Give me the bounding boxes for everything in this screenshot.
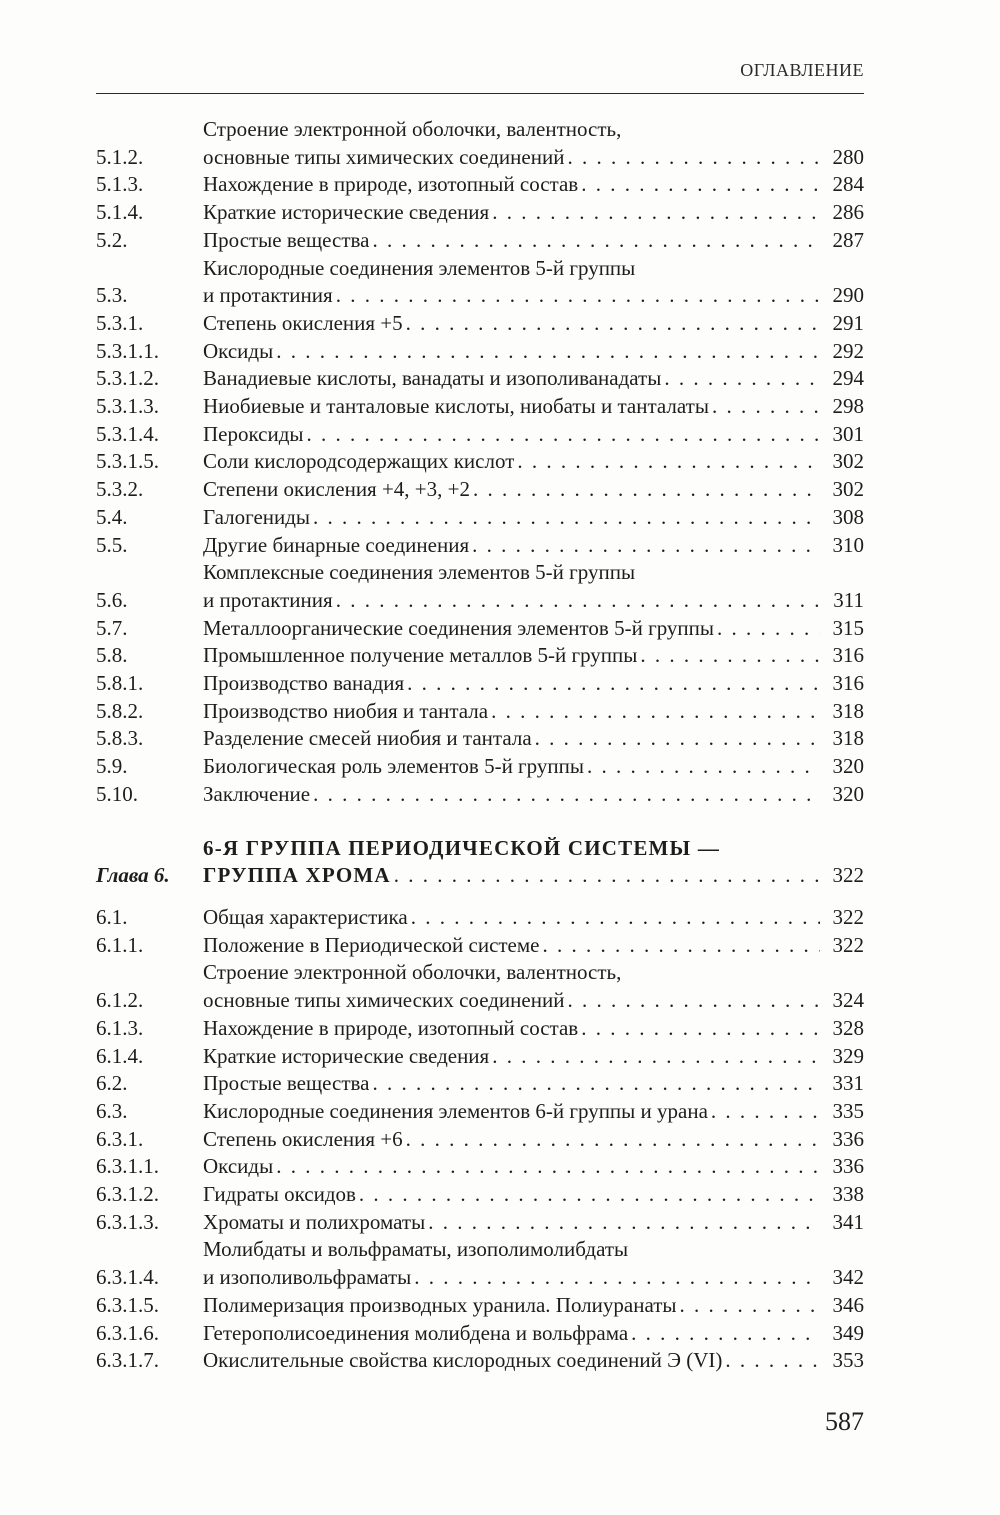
toc-entry-number: 6.3.1.2.	[96, 1182, 159, 1207]
dot-leader	[489, 199, 820, 227]
toc-entry-page: 336	[832, 1154, 864, 1179]
toc-entry-title: Производство ниобия и тантала	[203, 698, 489, 723]
toc-entry-number: 6.2.	[96, 1071, 128, 1096]
toc-entry-number: 5.3.1.3.	[96, 394, 159, 419]
dot-leader	[714, 615, 820, 643]
toc-entry-page: 329	[832, 1043, 864, 1068]
toc-entry-number: 6.3.1.3.	[96, 1209, 159, 1234]
toc-entry-line	[203, 932, 864, 960]
toc-entry-title: Соли кислородсодержащих кислот	[203, 449, 515, 474]
toc-entry-body	[203, 310, 864, 338]
dot-leader	[532, 725, 820, 753]
toc-entry-page: 336	[832, 1126, 864, 1151]
toc-entry-body	[203, 1292, 864, 1320]
toc-entry-line	[203, 365, 864, 393]
toc-entry-title: Строение электронной оболочки, валентность,	[203, 117, 622, 141]
dot-leader	[584, 753, 820, 781]
dot-leader	[469, 532, 820, 560]
toc-entry-body	[203, 1236, 864, 1291]
toc-entry	[96, 1153, 864, 1181]
toc-entry-number: 6.1.2.	[96, 988, 144, 1013]
toc-entry-title: Хроматы и полихроматы	[203, 1209, 426, 1234]
dot-leader	[628, 1320, 820, 1348]
toc-entry-body	[203, 338, 864, 366]
toc-entry	[96, 698, 864, 726]
toc-entry-page: 311	[833, 587, 864, 612]
toc-entry	[96, 227, 864, 255]
toc-entry-body	[203, 1320, 864, 1348]
toc-entry-title: Галогениды	[203, 504, 311, 529]
toc-entry-body	[203, 116, 864, 171]
toc-chapter-6	[96, 835, 864, 890]
toc-entry-title: 6-Я ГРУППА ПЕРИОДИЧЕСКОЙ СИСТЕМЫ —	[203, 835, 721, 860]
dot-leader	[470, 476, 820, 504]
toc-entry	[96, 1126, 864, 1154]
dot-leader	[709, 393, 820, 421]
toc-entry-line	[203, 987, 864, 1015]
dot-leader	[408, 904, 820, 932]
toc-entry-number: 5.3.	[96, 283, 128, 308]
toc-entry-number: 6.1.1.	[96, 932, 144, 957]
toc-entry-number: 6.3.	[96, 1098, 128, 1123]
toc-entry	[96, 781, 864, 809]
toc-entry-body	[203, 1015, 864, 1043]
toc-entry-number: 5.3.1.2.	[96, 366, 159, 391]
toc-entry-body	[203, 448, 864, 476]
dot-leader	[578, 171, 820, 199]
toc-entry-body	[203, 1153, 864, 1181]
toc-entry-page: 301	[832, 421, 864, 446]
toc-entry-page: 308	[832, 504, 864, 529]
toc-entry-body	[203, 698, 864, 726]
toc-entry-title: и изополивольфраматы	[203, 1265, 412, 1290]
toc-entry-page: 287	[832, 227, 864, 252]
toc-entry-page: 286	[832, 200, 864, 225]
toc-entry-body	[203, 642, 864, 670]
toc-entry-body	[203, 559, 864, 614]
toc-entry-title: Кислородные соединения элементов 5-й группы	[203, 255, 636, 280]
toc-entry-body	[203, 227, 864, 255]
dot-leader	[637, 642, 820, 670]
page-number: 587	[825, 1407, 864, 1436]
toc-entry-line	[203, 393, 864, 421]
toc-entry-line	[203, 835, 864, 863]
toc-entry-line	[203, 559, 864, 587]
toc-entry-line	[203, 1320, 864, 1348]
toc-entry-line	[203, 421, 864, 449]
dot-leader	[333, 587, 820, 615]
toc-entry-title: Гетерополисоединения молибдена и вольфрама	[203, 1320, 629, 1345]
toc-entry-page: 322	[832, 932, 864, 957]
dot-leader	[708, 1098, 820, 1126]
toc-entry	[96, 255, 864, 310]
dot-leader	[564, 987, 820, 1015]
toc-entry-title: Нахождение в природе, изотопный состав	[203, 1015, 579, 1040]
toc-entry-line	[203, 781, 864, 809]
toc-entry	[96, 476, 864, 504]
toc-entry-line	[203, 862, 864, 890]
toc-entry-body	[203, 753, 864, 781]
toc-entry-body	[203, 476, 864, 504]
toc-entry-line	[203, 1292, 864, 1320]
toc-entry-body	[203, 615, 864, 643]
toc-entry-page: 310	[832, 532, 864, 557]
toc-entry-number: 5.1.4.	[96, 200, 144, 225]
dot-leader	[369, 227, 820, 255]
toc-entry-body	[203, 1098, 864, 1126]
toc-entry-page: 320	[832, 754, 864, 779]
toc-entry	[96, 1043, 864, 1071]
toc-entry-number: 5.3.1.1.	[96, 338, 159, 363]
toc-entry-line	[203, 116, 864, 144]
toc-entry	[96, 338, 864, 366]
toc-entry-title: основные типы химических соединений	[203, 988, 565, 1013]
dot-leader	[310, 781, 820, 809]
toc-entry-title: Положение в Периодической системе	[203, 932, 540, 957]
toc-entry-number: 5.8.1.	[96, 671, 144, 696]
toc-entry-body	[203, 725, 864, 753]
toc-entry	[96, 959, 864, 1014]
toc-entry-line	[203, 504, 864, 532]
toc-entry-body	[203, 1126, 864, 1154]
toc-entry-line	[203, 532, 864, 560]
toc-entry-page: 292	[832, 338, 864, 363]
dot-leader	[333, 282, 820, 310]
toc-entry-number: 5.10.	[96, 781, 138, 806]
toc-entry-line	[203, 1347, 864, 1375]
dot-leader	[677, 1292, 820, 1320]
toc-entry-title: Простые вещества	[203, 227, 370, 252]
toc-entry	[96, 1209, 864, 1237]
toc-entry-body	[203, 532, 864, 560]
dot-leader	[391, 862, 820, 890]
toc-entry-body	[203, 835, 864, 890]
toc-entry-page: 280	[832, 144, 864, 169]
toc-entry-body	[203, 904, 864, 932]
toc-entry-title: Простые вещества	[203, 1071, 370, 1096]
toc-entry-line	[203, 1126, 864, 1154]
toc-entry-line	[203, 227, 864, 255]
toc-entry-number: 5.8.2.	[96, 698, 144, 723]
toc-entry-body	[203, 421, 864, 449]
toc-entry-line	[203, 587, 864, 615]
toc-entry-line	[203, 1153, 864, 1181]
toc-entry-line	[203, 615, 864, 643]
toc-entry-line	[203, 476, 864, 504]
toc-entry-title: Строение электронной оболочки, валентность,	[203, 960, 622, 985]
toc-section-5	[96, 116, 864, 809]
toc-entry	[96, 642, 864, 670]
toc-entry-title: ГРУППА ХРОМА	[203, 863, 391, 888]
toc-entry	[96, 1181, 864, 1209]
toc-entry-number: 6.1.3.	[96, 1015, 144, 1040]
toc-entry-line	[203, 642, 864, 670]
toc-entry-title: Металлоорганические соединения элементов 5-й группы	[203, 615, 715, 640]
toc-entry	[96, 310, 864, 338]
toc-entry-number: 6.3.1.4.	[96, 1265, 159, 1290]
toc-entry-title: Разделение смесей ниобия и тантала	[203, 726, 532, 751]
toc-entry-page: 302	[832, 477, 864, 502]
toc-entry-number: 6.3.1.	[96, 1126, 144, 1151]
toc-entry	[96, 904, 864, 932]
toc-entry-line	[203, 199, 864, 227]
toc-entry-line	[203, 1209, 864, 1237]
toc-entry-body	[203, 1070, 864, 1098]
dot-leader	[403, 1126, 820, 1154]
toc-entry-title: Нахождение в природе, изотопный состав	[203, 172, 579, 197]
toc-entry-title: Гидраты оксидов	[203, 1182, 356, 1207]
dot-leader	[404, 670, 820, 698]
toc-entry	[96, 532, 864, 560]
toc-entry-number: 6.1.4.	[96, 1043, 144, 1068]
toc-entry-page: 318	[832, 698, 864, 723]
toc-entry-line	[203, 959, 864, 987]
toc-entry	[96, 670, 864, 698]
toc-entry	[96, 1320, 864, 1348]
toc-entry-line	[203, 338, 864, 366]
toc-entry-title: Ниобиевые и танталовые кислоты, ниобаты и танталаты	[203, 394, 709, 419]
toc-entry	[96, 753, 864, 781]
toc-entry-title: Оксиды	[203, 1154, 274, 1179]
dot-leader	[304, 421, 820, 449]
toc-entry	[96, 393, 864, 421]
toc-entry-title: Комплексные соединения элементов 5-й группы	[203, 560, 636, 585]
toc-entry-number: 5.8.3.	[96, 726, 144, 751]
toc-entry	[96, 1098, 864, 1126]
toc-entry-body	[203, 255, 864, 310]
toc-entry	[96, 199, 864, 227]
toc-entry	[96, 1292, 864, 1320]
toc-entry-body	[203, 781, 864, 809]
toc-entry-title: Степени окисления +4, +3, +2	[203, 477, 470, 502]
toc-entry-body	[203, 171, 864, 199]
toc-entry-page: 341	[832, 1209, 864, 1234]
toc-entry-number: 5.8.	[96, 643, 128, 668]
toc-entry-title: и протактиния	[203, 283, 333, 308]
toc-entry-page: 320	[832, 781, 864, 806]
toc-entry-body	[203, 1347, 864, 1375]
toc-entry-line	[203, 144, 864, 172]
toc-entry-page: 324	[832, 988, 864, 1013]
dot-leader	[488, 698, 820, 726]
toc-entry-page: 335	[832, 1098, 864, 1123]
toc-entry-title: Другие бинарные соединения	[203, 532, 470, 557]
toc-entry-title: основные типы химических соединений	[203, 144, 565, 169]
chapter-entry	[96, 835, 864, 890]
toc-entry	[96, 615, 864, 643]
toc-entry-body	[203, 670, 864, 698]
toc-entry	[96, 365, 864, 393]
running-header: ОГЛАВЛЕНИЕ	[740, 60, 864, 80]
toc-entry-line	[203, 725, 864, 753]
toc-entry-number: 5.5.	[96, 532, 128, 557]
toc-entry	[96, 421, 864, 449]
toc-entry-page: 346	[832, 1292, 864, 1317]
toc-entry-page: 315	[832, 615, 864, 640]
dot-leader	[722, 1347, 820, 1375]
toc-entry-line	[203, 1236, 864, 1264]
toc-entry-number: 5.1.2.	[96, 144, 144, 169]
toc-entry	[96, 504, 864, 532]
toc-entry-title: Заключение	[203, 781, 311, 806]
toc-entry-line	[203, 255, 864, 283]
toc-entry	[96, 1236, 864, 1291]
toc-entry-title: Оксиды	[203, 338, 274, 363]
toc-entry-number: 6.3.1.1.	[96, 1154, 159, 1179]
toc-entry-page: 302	[832, 449, 864, 474]
toc-entry-body	[203, 393, 864, 421]
toc-entry-title: и протактиния	[203, 587, 333, 612]
toc-entry	[96, 116, 864, 171]
toc-entry	[96, 1070, 864, 1098]
toc-entry-line	[203, 698, 864, 726]
toc-entry-title: Молибдаты и вольфраматы, изополимолибдаты	[203, 1237, 629, 1262]
dot-leader	[356, 1181, 820, 1209]
toc-entry-body	[203, 932, 864, 960]
toc-entry-number: 6.3.1.7.	[96, 1348, 159, 1373]
toc-entry-page: 338	[832, 1182, 864, 1207]
toc-entry-title: Производство ванадия	[203, 671, 405, 696]
toc-entry	[96, 932, 864, 960]
toc-entry-line	[203, 448, 864, 476]
dot-leader	[411, 1264, 820, 1292]
dot-leader	[489, 1043, 820, 1071]
toc-entry-title: Степень окисления +6	[203, 1126, 403, 1151]
toc-entry-number: 5.6.	[96, 587, 128, 612]
toc-entry-body	[203, 959, 864, 1014]
dot-leader	[578, 1015, 820, 1043]
toc-entry-page: 322	[832, 904, 864, 929]
toc-entry-line	[203, 904, 864, 932]
toc-entry-body	[203, 1209, 864, 1237]
toc-entry-line	[203, 753, 864, 781]
dot-leader	[403, 310, 820, 338]
toc-entry-line	[203, 1264, 864, 1292]
toc-entry-page: 331	[832, 1071, 864, 1096]
dot-leader	[273, 1153, 820, 1181]
toc-entry-title: Степень окисления +5	[203, 310, 403, 335]
header-divider	[96, 93, 864, 94]
toc-entry-title: Полимеризация производных уранила. Полиуранаты	[203, 1292, 677, 1317]
toc-entry	[96, 171, 864, 199]
toc-entry-number: 5.3.2.	[96, 477, 144, 502]
toc-entry-line	[203, 1098, 864, 1126]
toc-entry-number: 6.3.1.6.	[96, 1320, 159, 1345]
toc-entry-title: Ванадиевые кислоты, ванадаты и изополиванадаты	[203, 366, 662, 391]
toc-entry-number: 5.1.3.	[96, 172, 144, 197]
toc-entry-page: 294	[832, 366, 864, 391]
toc-entry-line	[203, 310, 864, 338]
toc-entry-body	[203, 199, 864, 227]
toc-entry-page: 342	[832, 1265, 864, 1290]
toc-entry-page: 328	[832, 1015, 864, 1040]
toc-entry-number: Глава 6.	[96, 863, 170, 888]
toc-entry-title: Краткие исторические сведения	[203, 200, 490, 225]
dot-leader	[564, 144, 820, 172]
toc-entry-number: 6.3.1.5.	[96, 1292, 159, 1317]
toc-entry-page: 353	[832, 1348, 864, 1373]
toc-entry	[96, 1347, 864, 1375]
dot-leader	[540, 932, 821, 960]
toc-entry-page: 298	[832, 394, 864, 419]
toc-entry-line	[203, 1043, 864, 1071]
toc-entry-page: 316	[832, 671, 864, 696]
toc-entry-title: Кислородные соединения элементов 6-й группы и урана	[203, 1098, 708, 1123]
toc-entry-line	[203, 171, 864, 199]
toc-entry-number: 5.3.1.4.	[96, 421, 159, 446]
table-of-contents	[96, 116, 864, 1375]
toc-entry-title: Промышленное получение металлов 5-й группы	[203, 643, 638, 668]
toc-entry-page: 316	[832, 643, 864, 668]
toc-entry-page: 318	[832, 726, 864, 751]
toc-entry-number: 5.9.	[96, 754, 128, 779]
dot-leader	[273, 338, 820, 366]
toc-entry-number: 5.7.	[96, 615, 128, 640]
toc-entry	[96, 559, 864, 614]
toc-entry-page: 349	[832, 1320, 864, 1345]
toc-entry-line	[203, 1070, 864, 1098]
toc-entry-title: Общая характеристика	[203, 904, 408, 929]
dot-leader	[661, 365, 820, 393]
toc-entry-line	[203, 1015, 864, 1043]
toc-entry-number: 5.4.	[96, 504, 128, 529]
toc-entry-page: 290	[832, 283, 864, 308]
toc-entry-title: Биологическая роль элементов 5-й группы	[203, 754, 584, 779]
toc-entry-number: 5.3.1.5.	[96, 449, 159, 474]
toc-entry	[96, 725, 864, 753]
toc-entry-line	[203, 670, 864, 698]
toc-entry-line	[203, 282, 864, 310]
toc-entry-number: 6.1.	[96, 904, 128, 929]
toc-entry-body	[203, 1043, 864, 1071]
toc-entry-body	[203, 1181, 864, 1209]
dot-leader	[425, 1209, 820, 1237]
dot-leader	[310, 504, 820, 532]
toc-entry-title: Окислительные свойства кислородных соединений Э (VI)	[203, 1348, 723, 1373]
toc-entry-title: Краткие исторические сведения	[203, 1043, 490, 1068]
toc-entry-page: 322	[832, 863, 864, 888]
toc-entry	[96, 1015, 864, 1043]
toc-section-6	[96, 904, 864, 1375]
dot-leader	[369, 1070, 820, 1098]
toc-entry-title: Пероксиды	[203, 421, 304, 446]
toc-entry-page: 291	[832, 310, 864, 335]
toc-entry-number: 5.3.1.	[96, 310, 144, 335]
toc-entry-body	[203, 504, 864, 532]
toc-entry-line	[203, 1181, 864, 1209]
toc-entry-page: 284	[832, 172, 864, 197]
toc-entry-body	[203, 365, 864, 393]
toc-entry-number: 5.2.	[96, 227, 128, 252]
toc-entry	[96, 448, 864, 476]
dot-leader	[514, 448, 820, 476]
